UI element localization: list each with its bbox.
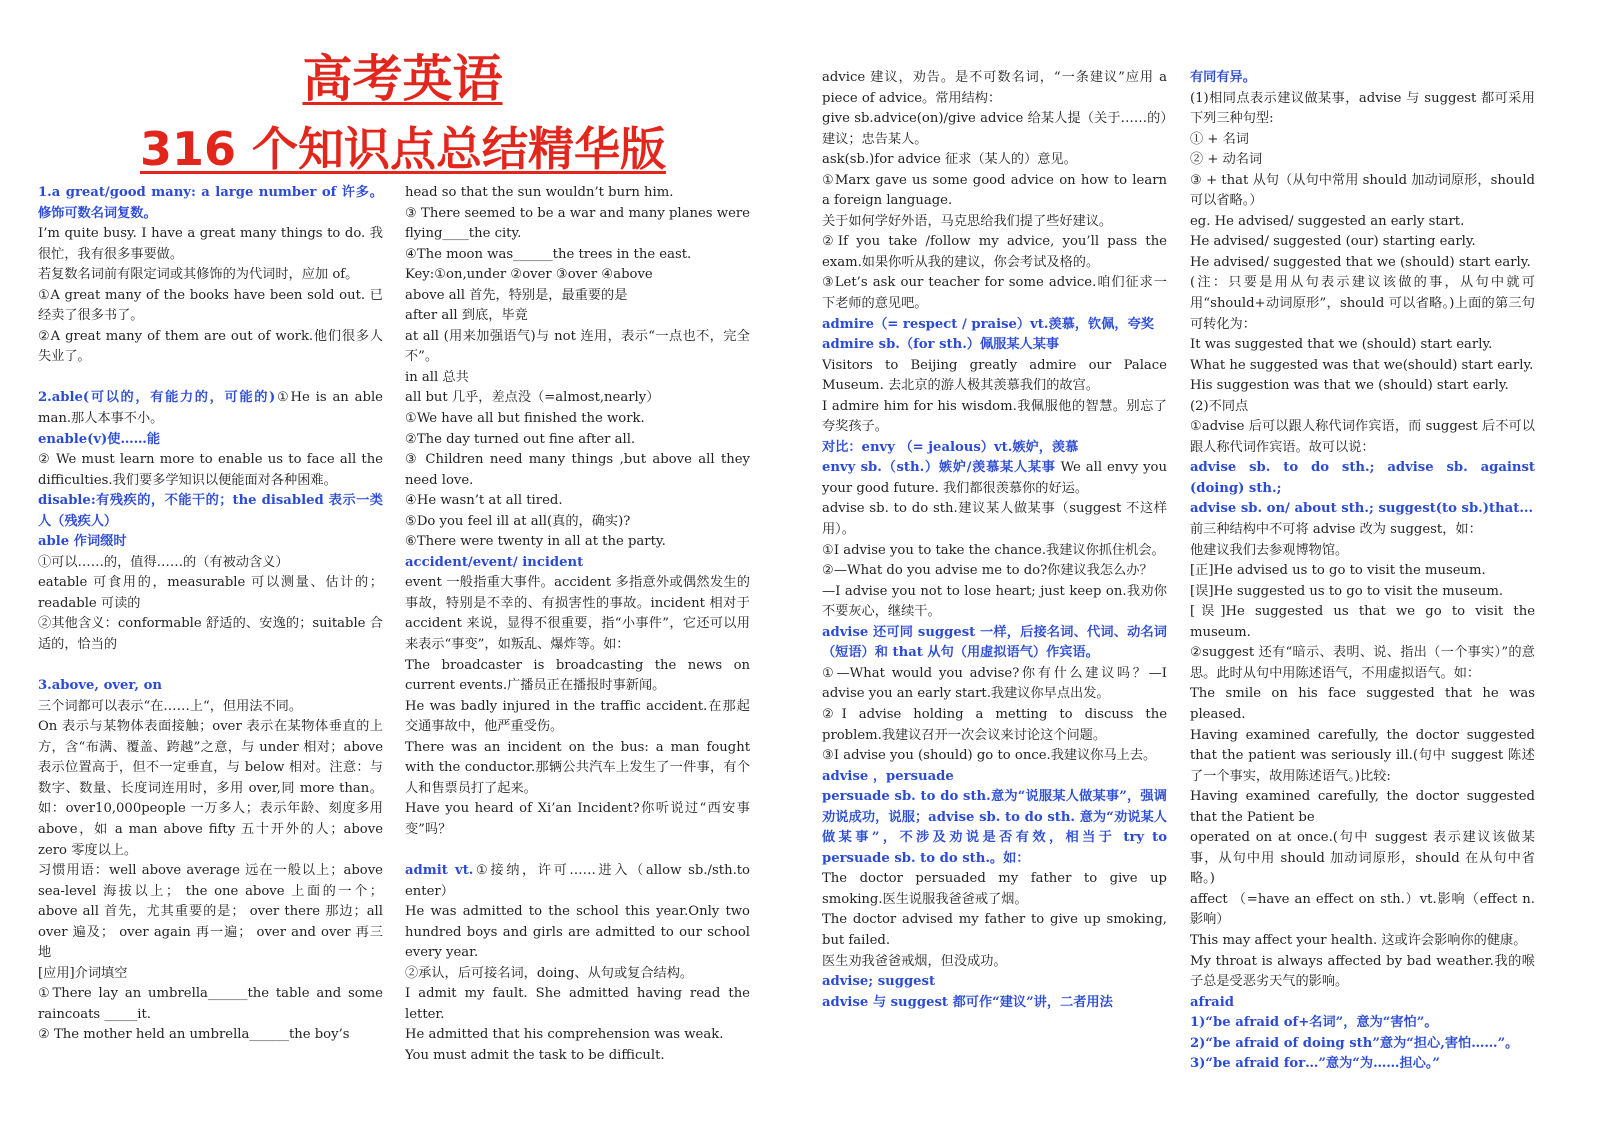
paragraph-text: ①—What would you advise?你有什么建议吗？—I advise you an early start.我建议你早点出发。 <box>822 665 1167 702</box>
paragraph-text: envy sb.（sth.）嫉妒/羡慕某人某事 <box>822 460 1056 476</box>
paragraph <box>822 787 1167 869</box>
paragraph-text: advise ，persuade <box>822 768 954 784</box>
paragraph-text: ①There lay an umbrella______the table and some raincoats _____it. <box>38 986 383 1022</box>
paragraph-text: Having examined carefully, the doctor suggested that the Patient be <box>1190 789 1535 825</box>
paragraph <box>822 664 1167 705</box>
paragraph <box>822 68 1167 109</box>
paragraph <box>822 232 1167 273</box>
paragraph <box>405 491 750 512</box>
paragraph-text: ⑤Do you feel ill at all(真的，确实)? <box>405 513 631 529</box>
paragraph-text: ② + 动名词 <box>1190 152 1263 168</box>
paragraph-text: 3)“be afraid for…”意为“为……担心。” <box>1190 1056 1440 1072</box>
paragraph-text: Visitors to Beijing greatly admire our Palace Museum. 去北京的游人极其羡慕我们的故宫。 <box>822 357 1167 394</box>
paragraph-text: ② We must learn more to enable us to face all the difficulties.我们要多学知识以便能面对各种困难。 <box>38 452 383 488</box>
paragraph <box>405 430 750 451</box>
paragraph-text: ②If you take /follow my advice, you’ll pass the exam.如果你听从我的建议，你会考试及格的。 <box>822 234 1167 270</box>
paragraph <box>1190 828 1535 890</box>
paragraph <box>405 1025 750 1046</box>
paragraph <box>822 212 1167 233</box>
paragraph <box>1190 582 1535 603</box>
paragraph <box>405 245 750 266</box>
paragraph-continuation: ①接纳，许可……进入（allow sb./sth.to enter） <box>405 863 750 899</box>
paragraph <box>405 697 750 738</box>
paragraph-text: after all 到底，毕竟 <box>405 308 528 324</box>
paragraph <box>1190 376 1535 397</box>
paragraph-text: in all 总共 <box>405 369 469 385</box>
paragraph-text: head so that the sun wouldn’t burn him. <box>405 185 674 200</box>
paragraph-text: Having examined carefully, the doctor suggested that the patient was seriously ill.(句中 suggest 陈述了一个事实，故用陈述语气。)比较: <box>1190 727 1535 784</box>
paragraph-text: event 一般指重大事件。accident 多指意外或偶然发生的事故，特别是不幸的、有损害性的事故。incident 相对于 accident 来说，显得不很重要，指“小事件”，它还可以用来表示“事变”，如叛乱、爆炸等。如： <box>405 575 750 653</box>
paragraph <box>1190 212 1535 233</box>
paragraph <box>1190 1013 1535 1034</box>
paragraph-text: 他建议我们去参观博物馆。 <box>1190 542 1349 558</box>
paragraph-text: He advised/ suggested that we (should) start early. <box>1190 254 1531 270</box>
title-line-2: 316 个知识点总结精华版 <box>139 122 667 176</box>
paragraph-text: ②The day turned out fine after all. <box>405 431 636 447</box>
paragraph <box>405 656 750 697</box>
column-2 <box>405 183 750 1087</box>
paragraph <box>405 984 750 1025</box>
paragraph-text: ② The mother held an umbrella______the boy’s <box>38 1027 350 1043</box>
paragraph-text: persuade sb. to do sth.意为“说服某人做某事”，强调劝说成功，说服；advise sb. to do sth. 意为“劝说某人做某事”，不涉及劝说是否有效，相当于 try to persuade sb. to do sth.。如： <box>822 789 1167 866</box>
paragraph-text: [误]He suggested us to go to visit the museum. <box>1190 583 1504 599</box>
column-1 <box>38 183 383 1087</box>
paragraph <box>822 109 1167 150</box>
paragraph-text: ②I advise holding a metting to discuss the problem.我建议召开一次会议来讨论这个问题。 <box>822 706 1167 743</box>
paragraph <box>405 306 750 327</box>
paragraph <box>822 273 1167 314</box>
paragraph <box>1190 335 1535 356</box>
paragraph <box>1190 561 1535 582</box>
paragraph <box>38 224 383 265</box>
paragraph-text: 有同有异。 <box>1190 70 1256 85</box>
paragraph-text: I admit my fault. She admitted having read the letter. <box>405 986 750 1022</box>
paragraph-text: 三个词都可以表示“在……上“，但用法不同。 <box>38 698 303 714</box>
paragraph <box>38 183 383 224</box>
paragraph <box>405 204 750 245</box>
paragraph-text: 2.able(可以的，有能力的，可能的) <box>38 390 276 406</box>
paragraph <box>405 368 750 389</box>
paragraph-text: ③ + that 从句（从句中常用 should 加动词原形，should 可以省略。） <box>1190 172 1535 209</box>
paragraph <box>38 368 383 389</box>
paragraph-text: (注：只要是用从句表示建议该做的事，从句中就可用“should+动词原形”，should 可以省略。)上面的第三句可转化为： <box>1190 275 1535 332</box>
paragraph <box>38 861 383 964</box>
paragraph <box>822 335 1167 356</box>
paragraph-text: There was an incident on the bus: a man fought with the conductor.那辆公共汽车上发生了一件事，有个人和售票员打了起来。 <box>405 739 750 796</box>
paragraph-text: eatable 可食用的，measurable 可以测量、估计的；readable 可读的 <box>38 575 383 611</box>
paragraph-text: ①I advise you to take the chance.我建议你抓住机会。 <box>822 542 1165 558</box>
paragraph-text: advice 建议，劝告。是不可数名词，“一条建议”应用 a piece of advice。常用结构： <box>822 70 1167 106</box>
paragraph-text: accident/event/ incident <box>405 554 584 570</box>
paragraph <box>1190 520 1535 541</box>
paragraph <box>405 409 750 430</box>
paragraph-text: ②承认，后可接名词，doing、从句或复合结构。 <box>405 965 694 981</box>
paragraph <box>822 952 1167 973</box>
paragraph-text: ②其他含义：conformable 舒适的、安逸的；suitable 合适的，恰当的 <box>38 616 383 653</box>
paragraph-text: He advised/ suggested (our) starting early. <box>1190 234 1476 250</box>
paragraph <box>405 738 750 800</box>
paragraph-text: (2)不同点 <box>1190 398 1249 414</box>
paragraph <box>1190 273 1535 335</box>
paragraph <box>822 150 1167 171</box>
paragraph <box>1190 931 1535 952</box>
paragraph <box>1190 171 1535 212</box>
paragraph <box>38 614 383 655</box>
paragraph-text: enable(v)使……能 <box>38 431 161 447</box>
paragraph <box>822 972 1167 993</box>
paragraph <box>1190 417 1535 458</box>
paragraph-text: On 表示与某物体表面接触；over 表示在某物体垂直的上方，含“布满、覆盖、跨越”之意，与 under 相对；above 表示位置高于，但不一定垂直，与 below 相对。注意：与数字、数量、长度词连用时，多用 over,同 more than。如：over10,000people 一万多人；表示年龄、刻度多用 above，如 a man above fifty 五十开外的人；above zero 零度以上。 <box>38 719 383 858</box>
paragraph-text: ③I advise you (should) go to once.我建议你马上去。 <box>822 748 1157 764</box>
paragraph-text: 对比：envy （= jealous）vt.嫉妒，羡慕 <box>822 439 1079 455</box>
paragraph <box>822 315 1167 336</box>
paragraph <box>405 450 750 491</box>
paragraph-text: 关于如何学好外语，马克思给我们提了些好建议。 <box>822 213 1113 229</box>
paragraph-text: ②A great many of them are out of work.他们很多人失业了。 <box>38 328 383 365</box>
paragraph <box>405 388 750 409</box>
paragraph <box>38 1025 383 1046</box>
paragraph-text: advise 与 suggest 都可作“建议”讲，二者用法 <box>822 994 1113 1010</box>
paragraph <box>822 869 1167 910</box>
paragraph <box>1190 253 1535 274</box>
paragraph-text: 3.above, over, on <box>38 678 162 694</box>
paragraph <box>38 984 383 1025</box>
paragraph-text: His suggestion was that we (should) start early. <box>1190 378 1509 394</box>
paragraph <box>38 491 383 532</box>
paragraph-text: Have you heard of Xi’an Incident?你听说过“西安事变”吗？ <box>405 801 750 837</box>
paragraph-text: advise sb. to do sth.; advise sb. against (doing) sth.; <box>1190 460 1535 496</box>
paragraph <box>405 1046 750 1067</box>
title-line-1: 高考英语 <box>302 50 503 108</box>
paragraph <box>1190 993 1535 1014</box>
paragraph <box>822 910 1167 951</box>
paragraph-text: operated on at once.(句中 suggest 表示建议该做某事，从句中用 should 加动词原形，should 在从句中省略。) <box>1190 830 1535 887</box>
paragraph <box>822 356 1167 397</box>
paragraph-text: advise; suggest <box>822 974 936 990</box>
paragraph-text: admire（= respect / praise）vt.羡慕，钦佩，夸奖 <box>822 316 1154 332</box>
paragraph-text: ①A great many of the books have been sold out. 已经卖了很多书了。 <box>38 287 383 324</box>
paragraph <box>822 746 1167 767</box>
paragraph <box>405 841 750 862</box>
paragraph-text: ① + 名词 <box>1190 131 1249 147</box>
paragraph <box>1190 458 1535 499</box>
paragraph <box>1190 130 1535 151</box>
paragraph-text: It was suggested that we (should) start early. <box>1190 337 1493 353</box>
paragraph-text: ②suggest 还有“暗示、表明、说、指出（一个事实）”的意思。此时从句中用陈述语气，不用虚拟语气。如： <box>1190 645 1535 681</box>
paragraph <box>1190 952 1535 993</box>
paragraph-text: The broadcaster is broadcasting the news on current events.广播员正在播报时事新闻。 <box>405 657 750 694</box>
paragraph <box>1190 541 1535 562</box>
paragraph-text: ①Marx gave us some good advice on how to learn a foreign language. <box>822 172 1167 209</box>
paragraph-text: I admire him for his wisdom.我佩服他的智慧。别忘了夸奖孩子。 <box>822 398 1167 435</box>
paragraph <box>1190 1054 1535 1075</box>
paragraph <box>1190 397 1535 418</box>
paragraph <box>1190 89 1535 130</box>
paragraph-text: advise sb. to do sth.建议某人做某事（suggest 不这样用）。 <box>822 501 1167 538</box>
paragraph <box>822 993 1167 1014</box>
paragraph <box>38 573 383 614</box>
paragraph <box>405 799 750 840</box>
paragraph-continuation: We all envy you your good future. 我们都很羡慕你的好运。 <box>822 460 1167 496</box>
paragraph <box>405 964 750 985</box>
paragraph-text: afraid <box>1190 994 1234 1010</box>
paragraph-text: [正]He advised us to go to visit the museum. <box>1190 563 1486 579</box>
paragraph <box>822 623 1167 664</box>
paragraph-text: 前三种结构中不可将 advise 改为 suggest，如： <box>1190 522 1482 538</box>
paragraph-text: The smile on his face suggested that he was pleased. <box>1190 686 1535 722</box>
paragraph <box>38 676 383 697</box>
paragraph <box>1190 150 1535 171</box>
paragraph <box>38 388 383 429</box>
paragraph <box>822 541 1167 562</box>
paragraph-text: able 作词缀时 <box>38 534 127 550</box>
paragraph-text: He was admitted to the school this year.Only two hundred boys and girls are admitted to our school every year. <box>405 904 750 961</box>
paragraph-text: The doctor advised my father to give up smoking, but failed. <box>822 912 1167 948</box>
paragraph-text: [误]He suggested us that we go to visit the museum. <box>1190 604 1535 640</box>
paragraph-text: advise 还可同 suggest 一样，后接名词、代词、动名词（短语）和 that 从句（用虚拟语气）作宾语。 <box>822 624 1167 661</box>
paragraph <box>822 171 1167 212</box>
paragraph <box>1190 499 1535 520</box>
paragraph <box>405 573 750 655</box>
paragraph-text: ④The moon was______the trees in the east. <box>405 246 692 262</box>
paragraph <box>822 438 1167 459</box>
paragraph-text: This may affect your health. 这或许会影响你的健康。 <box>1190 932 1527 948</box>
paragraph-text: disable:有残疾的，不能干的；the disabled 表示一类人（残疾人） <box>38 493 383 529</box>
column-4 <box>1190 68 1535 1088</box>
paragraph-text: ⑥There were twenty in all at the party. <box>405 534 666 550</box>
paragraph <box>405 532 750 553</box>
paragraph <box>822 767 1167 788</box>
paragraph <box>822 499 1167 540</box>
paragraph <box>405 902 750 964</box>
paragraph-text: The doctor persuaded my father to give up smoking.医生说服我爸爸戒了烟。 <box>822 871 1167 907</box>
paragraph <box>38 532 383 553</box>
paragraph <box>1190 787 1535 828</box>
paragraph <box>405 327 750 368</box>
paragraph <box>38 964 383 985</box>
paragraph <box>1190 1034 1535 1055</box>
paragraph <box>1190 232 1535 253</box>
paragraph <box>38 430 383 451</box>
paragraph-text: ①可以……的，值得……的（有被动含义） <box>38 554 289 570</box>
paragraph-text: ③ There seemed to be a war and many planes were flying____the city. <box>405 205 750 242</box>
paragraph-text: 习惯用语：well above average 远在一般以上；above sea-level 海拔以上； the one above 上面的一个；above all 首先，尤其重要的是； over there 那边；all over 遍及； over again 再一遍； over and over 再三地 <box>38 863 383 961</box>
paragraph-text: 1)“be afraid of+名词”，意为“害怕”。 <box>1190 1015 1438 1031</box>
paragraph <box>822 561 1167 582</box>
paragraph-text: affect （=have an effect on sth.）vt.影响（effect n.影响） <box>1190 891 1535 928</box>
paragraph <box>38 265 383 286</box>
paragraph <box>405 512 750 533</box>
paragraph <box>38 717 383 861</box>
paragraph-text: 1.a great/good many: a large number of 许多。修饰可数名词复数。 <box>38 185 383 221</box>
paragraph <box>822 458 1167 499</box>
paragraph-text: advise sb. on/ about sth.; suggest(to sb.)that... <box>1190 501 1534 517</box>
paragraph <box>1190 68 1535 89</box>
paragraph-text: What he suggested was that we(should) start early. <box>1190 357 1534 373</box>
paragraph <box>405 861 750 902</box>
paragraph-text: He was badly injured in the traffic accident.在那起交通事故中，他严重受伤。 <box>405 698 750 735</box>
paragraph-text: —I advise you not to lose heart; just keep on.我劝你不要灰心，继续干。 <box>822 583 1167 620</box>
paragraph-text: ④He wasn’t at all tired. <box>405 493 563 509</box>
paragraph <box>38 656 383 677</box>
paragraph-text: 医生劝我爸爸戒烟，但没成功。 <box>822 953 1007 969</box>
paragraph <box>1190 890 1535 931</box>
paragraph <box>1190 356 1535 377</box>
paragraph-text: admire sb.（for sth.）佩服某人某事 <box>822 337 1060 353</box>
paragraph-text: ①We have all but finished the work. <box>405 411 645 427</box>
paragraph <box>1190 684 1535 725</box>
paragraph-text: I’m quite busy. I have a great many things to do. 我很忙，我有很多事要做。 <box>38 226 383 262</box>
paragraph <box>38 553 383 574</box>
paragraph-text: all but 几乎，差点没（=almost,nearly） <box>405 390 660 406</box>
paragraph-text: at all (用来加强语气)与 not 连用，表示“一点也不，完全不”。 <box>405 328 750 365</box>
paragraph-text: 若复数名词前有限定词或其修饰的为代词时，应加 of。 <box>38 267 359 283</box>
paragraph-text: eg. He advised/ suggested an early start. <box>1190 213 1465 229</box>
paragraph-continuation: ①He is an able man.那人本事不小。 <box>38 390 383 427</box>
paragraph <box>405 553 750 574</box>
paragraph <box>38 327 383 368</box>
paragraph <box>822 397 1167 438</box>
paragraph-text: give sb.advice(on)/give advice 给某人提（关于……的）建议；忠告某人。 <box>822 111 1167 147</box>
paragraph-text: My throat is always affected by bad weather.我的喉子总是受恶劣天气的影响。 <box>1190 953 1535 990</box>
paragraph <box>1190 602 1535 643</box>
column-3 <box>822 68 1167 1088</box>
paragraph-text: ②—What do you advise me to do?你建议我怎么办？ <box>822 563 1153 579</box>
paragraph <box>38 450 383 491</box>
paragraph <box>1190 726 1535 788</box>
paragraph-text: ①advise 后可以跟人称代词作宾语，而 suggest 后不可以跟人称代词作宾语。故可以说： <box>1190 419 1535 455</box>
paragraph <box>405 265 750 286</box>
paragraph-text: [应用]介词填空 <box>38 965 128 981</box>
paragraph-text: ask(sb.)for advice 征求（某人的）意见。 <box>822 152 1077 168</box>
paragraph-text: admit vt. <box>405 863 474 879</box>
paragraph-text: ③Let’s ask our teacher for some advice.咱们征求一下老师的意见吧。 <box>822 275 1167 312</box>
paragraph-text: He admitted that his comprehension was weak. <box>405 1027 724 1043</box>
paragraph-text: ③ Children need many things ,but above all they need love. <box>405 452 750 488</box>
paragraph-text: You must admit the task to be difficult. <box>405 1047 665 1063</box>
paragraph <box>822 582 1167 623</box>
paragraph-text: Key:①on,under ②over ③over ④above <box>405 267 653 283</box>
paragraph <box>822 705 1167 746</box>
paragraph <box>1190 643 1535 684</box>
paragraph-text: 2)“be afraid of doing sth”意为“担心,害怕……”。 <box>1190 1035 1519 1051</box>
paragraph-text: above all 首先，特别是，最重要的是 <box>405 287 628 303</box>
paragraph <box>405 286 750 307</box>
paragraph <box>38 286 383 327</box>
paragraph <box>405 183 750 204</box>
paragraph-text: (1)相同点表示建议做某事，advise 与 suggest 都可采用下列三种句型: <box>1190 90 1535 127</box>
paragraph <box>38 697 383 718</box>
